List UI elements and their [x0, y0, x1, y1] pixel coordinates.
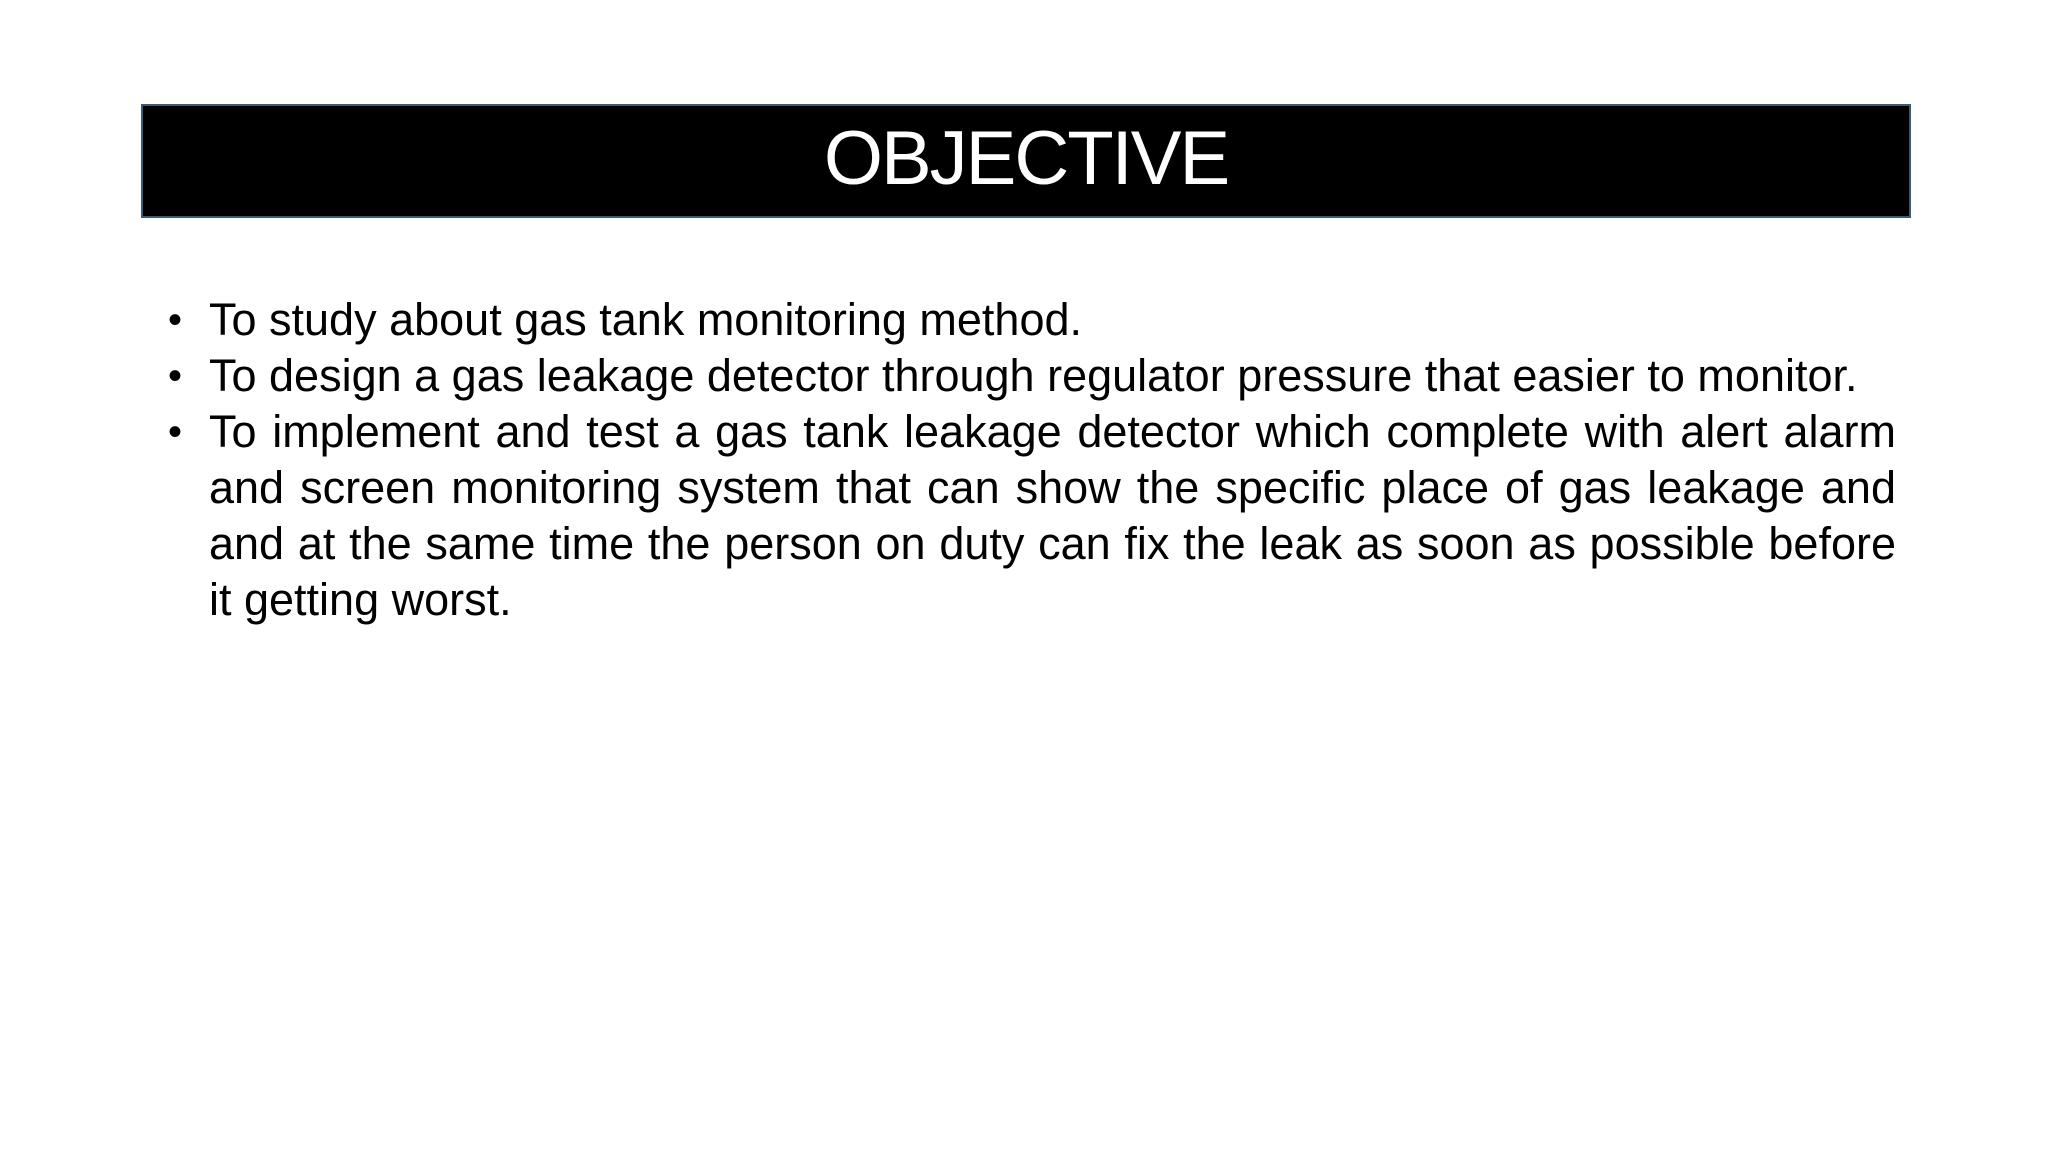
title-banner	[141, 104, 1911, 218]
slide-title: OBJECTIVE	[823, 116, 1229, 201]
bullet-icon: •	[168, 298, 183, 342]
bullet-text: To implement and test a gas tank leakage detector which complete with alert alarm and screen monitoring system that can show the specific place of gas leakage and and at the same time the person on duty can fix the leak as soon as possible before it getting worst.	[209, 406, 1896, 625]
bullet-icon: •	[168, 354, 183, 398]
bullet-item	[168, 348, 1896, 404]
bullet-text: To design a gas leakage detector through regulator pressure that easier to monitor.	[209, 350, 1858, 401]
bullet-text: To study about gas tank monitoring method.	[209, 294, 1083, 345]
bullet-icon: •	[168, 410, 183, 454]
bullet-item	[168, 292, 1896, 348]
bullet-item	[168, 404, 1896, 628]
bullet-list	[168, 292, 1896, 628]
